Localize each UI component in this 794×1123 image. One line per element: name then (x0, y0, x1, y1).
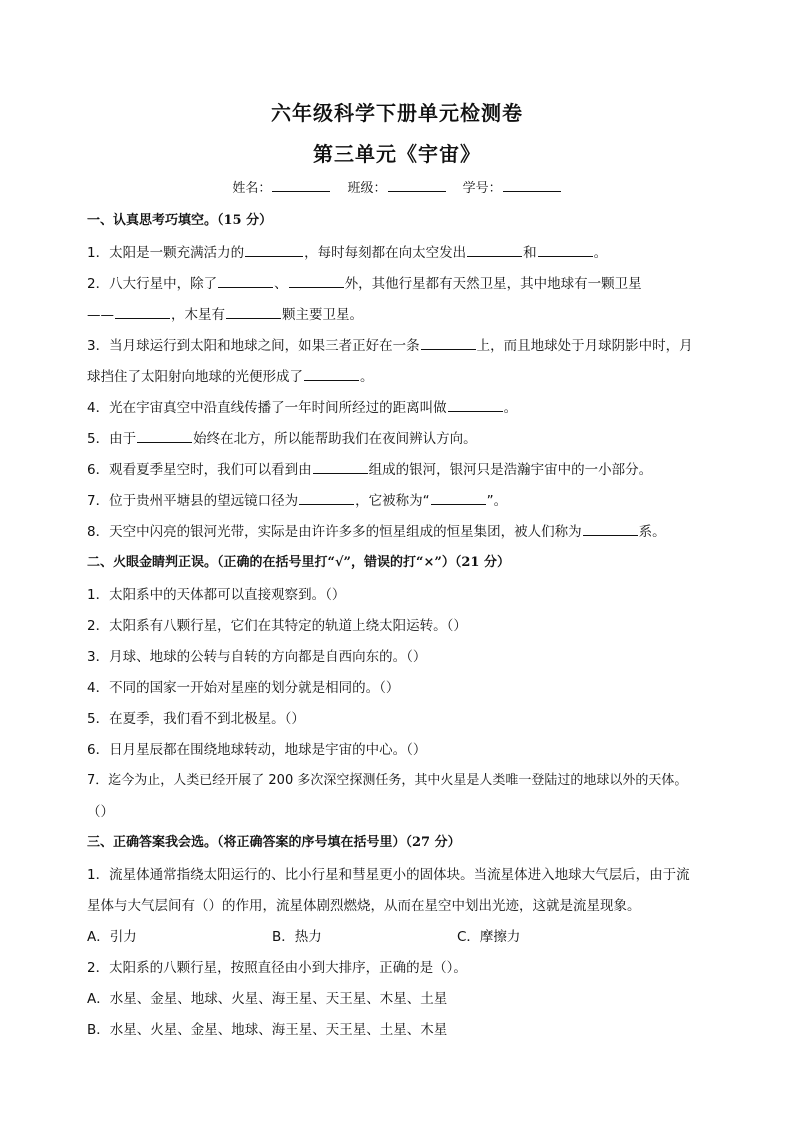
s1-q2-text: 、 (274, 276, 288, 292)
s2-item-paren: （） (87, 804, 114, 820)
s1-q1-text: 1．太阳是一颗充满活力的 (87, 245, 245, 261)
s2-item: 6．日月星辰都在围绕地球转动，地球是宇宙的中心。（） (87, 742, 427, 758)
s1-q2-text: 颗主要卫星。 (282, 307, 363, 323)
s1-q2-text: 外，其他行星都有天然卫星，其中地球有一颗卫星 (344, 276, 642, 292)
name-label: 姓名： (232, 181, 272, 196)
s1-q1-text: 和 (523, 245, 537, 261)
answer-blank[interactable] (245, 244, 303, 257)
s2-item: 3．月球、地球的公转与自转的方向都是自西向东的。（） (87, 649, 427, 665)
s1-q6 (87, 458, 652, 478)
answer-blank[interactable] (538, 244, 593, 257)
s1-q6-text: 组成的银河，银河只是浩瀚宇宙中的一小部分。 (368, 462, 653, 478)
s2-item: 2．太阳系有八颗行星，它们在其特定的轨道上绕太阳运转。（） (87, 618, 467, 634)
s1-q3 (87, 334, 693, 354)
name-blank[interactable] (272, 179, 330, 192)
section1-heading: 一、认真思考巧填空。（15 分） (87, 213, 273, 228)
class-blank[interactable] (388, 179, 446, 192)
s3-q2-option-b[interactable]: B．水星、火星、金星、地球、海王星、天王星、土星、木星 (87, 1022, 448, 1038)
answer-blank[interactable] (431, 492, 486, 505)
s2-item: 7．迄今为止，人类已经开展了 200 多次深空探测任务，其中火星是人类唯一登陆过的地球以外的天体。 (87, 773, 688, 788)
student-info-row (0, 177, 794, 196)
s1-q7-text: ”。 (486, 493, 508, 509)
option-c[interactable]: C．摩擦力 (457, 929, 521, 945)
answer-blank[interactable] (313, 461, 368, 474)
s1-q7-text: ，它被称为“ (355, 493, 430, 509)
s3-q1: 1．流星体通常指绕太阳运行的、比小行星和彗星更小的固体块。当流星体进入地球大气层后，由于流 (87, 867, 690, 883)
answer-blank[interactable] (304, 368, 359, 381)
s3-q2: 2．太阳系的八颗行星，按照直径由小到大排序，正确的是（）。 (87, 960, 467, 976)
option-b[interactable]: B．热力 (272, 929, 322, 945)
s2-item: 5．在夏季，我们看不到北极星。（） (87, 711, 305, 727)
s1-q3-text: 球挡住了太阳射向地球的光便形成了 (87, 369, 303, 385)
s1-q5-text: 5．由于 (87, 431, 137, 447)
answer-blank[interactable] (299, 492, 354, 505)
section2-heading: 二、火眼金睛判正误。（正确的在括号里打“√”，错误的打“×”）（21 分） (87, 555, 510, 570)
option-a[interactable]: A．引力 (87, 929, 137, 945)
s1-q3-text: 。 (360, 369, 374, 385)
answer-blank[interactable] (467, 244, 522, 257)
s2-item: 4．不同的国家一开始对星座的划分就是相同的。（） (87, 680, 400, 696)
s1-q8-text: 系。 (638, 524, 666, 540)
s1-q4-text: 。 (503, 400, 518, 416)
s3-q1-cont: 星体与大气层间有（）的作用，流星体剧烈燃烧，从而在星空中划出光迹，这就是流星现象。 (87, 898, 641, 914)
s1-q3-text: 上，而且地球处于月球阴影中时，月 (476, 338, 693, 354)
s1-q8-text: 8．天空中闪亮的银河光带，实际是由许许多多的恒星组成的恒星集团，被人们称为 (87, 524, 582, 540)
s1-q1-text: 。 (593, 245, 608, 261)
exam-title: 六年级科学下册单元检测卷 (271, 101, 523, 125)
answer-blank[interactable] (448, 399, 503, 412)
s1-q7-text: 7．位于贵州平塘县的望远镜口径为 (87, 493, 299, 509)
name-field[interactable] (232, 181, 331, 196)
answer-blank[interactable] (218, 275, 273, 288)
id-label: 学号： (462, 181, 502, 196)
class-label: 班级： (347, 181, 387, 196)
s1-q5-text: 始终在北方，所以能帮助我们在夜间辨认方向。 (193, 431, 477, 447)
id-blank[interactable] (503, 179, 561, 192)
s1-q2-text: —— (87, 307, 114, 323)
s1-q6-text: 6．观看夏季星空时，我们可以看到由 (87, 462, 312, 478)
answer-blank[interactable] (421, 337, 476, 350)
s1-q3-cont (87, 365, 374, 385)
answer-blank[interactable] (226, 306, 281, 319)
s1-q2-cont (87, 303, 363, 323)
s1-q1 (87, 241, 607, 261)
s1-q2-text: 2．八大行星中，除了 (87, 276, 218, 292)
s1-q2 (87, 272, 642, 292)
s3-q2-option-a[interactable]: A．水星、金星、地球、火星、海王星、天王星、木星、土星 (87, 991, 448, 1007)
s1-q4-text: 4．光在宇宙真空中沿直线传播了一年时间所经过的距离叫做 (87, 400, 447, 416)
section3-heading: 三、正确答案我会选。（将正确答案的序号填在括号里）（27 分） (87, 835, 461, 850)
s1-q3-text: 3．当月球运行到太阳和地球之间，如果三者正好在一条 (87, 338, 420, 354)
answer-blank[interactable] (583, 523, 638, 536)
s1-q4 (87, 396, 517, 416)
unit-subtitle: 第三单元《宇宙》 (313, 142, 481, 166)
s1-q8 (87, 520, 666, 540)
answer-blank[interactable] (115, 306, 170, 319)
s2-item: 1．太阳系中的天体都可以直接观察到。（） (87, 587, 346, 603)
answer-blank[interactable] (137, 430, 192, 443)
s1-q2-text: ，木星有 (171, 307, 225, 323)
s1-q7 (87, 489, 507, 509)
s3-q1-options (87, 925, 520, 945)
s1-q5 (87, 427, 477, 447)
answer-blank[interactable] (289, 275, 344, 288)
id-field[interactable] (463, 181, 562, 196)
class-field[interactable] (347, 181, 446, 196)
s1-q1-text: ，每时每刻都在向太空发出 (304, 245, 467, 261)
